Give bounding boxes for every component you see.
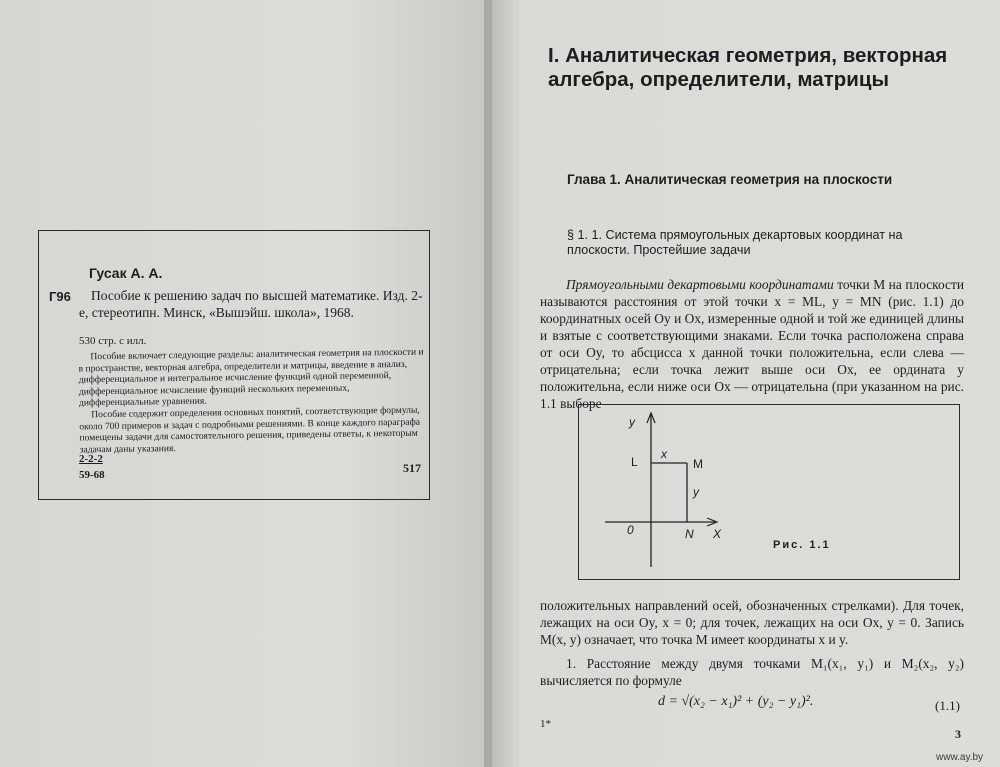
card-summary xyxy=(78,347,425,456)
page-number: 3 xyxy=(955,727,961,741)
paragraph-definition-text: точки M на плоскости называются расстояния от этой точки x = ML, y = MN (рис. 1.1) до координатных осей Oy и Ox, измеренные одной и той же единицей длины и взятые с соответствующими знаками. Если точка расположена справа от оси Oy, то абсцисса x данной точки положительна, если слева — отрицательна; если точка лежит выше оси Ox, ее ордината y положительна, если ниже оси Ox — отрицательна (при указанном на рис. 1.1 выборе xyxy=(540,277,964,411)
chapter-title: Глава 1. Аналитическая геометрия на плоскости xyxy=(567,172,893,187)
label-origin: 0 xyxy=(627,523,634,537)
figure-caption: Рис. 1.1 xyxy=(773,539,831,551)
distance-formula: d = √(x₂ − x₁)² + (y₂ − y₁)². xyxy=(658,694,814,709)
coordinate-diagram xyxy=(579,405,959,579)
figure-1-1 xyxy=(578,404,960,580)
equation-number: (1.1) xyxy=(935,698,960,713)
paragraph-continuation: положительных направлений осей, обозначенных стрелками). Для точек, лежащих на оси Oy, x = 0; для точек, лежащих на оси Ox, y = 0. Запись M(x, y) означает, что точка M имеет координаты x и y. xyxy=(540,598,964,647)
card-summary-2: Пособие содержит определения основных понятий, соответствующие формулы, около 700 примеров и задач с подробными решениями. В конце каждого параграфа помещены задачи для самостоятельного решения, приведены ответы, к некоторым задачам даны указания. xyxy=(79,404,421,456)
label-y-axis: y xyxy=(629,415,635,429)
section-title: § 1. 1. Система прямоугольных декартовых координат на плоскости. Простейшие задачи xyxy=(567,228,903,257)
part-title: I. Аналитическая геометрия, векторная алгебра, определители, матрицы xyxy=(548,44,948,91)
card-code-top: 2-2-2 xyxy=(79,453,103,465)
paragraph-definition-term: Прямоугольными декартовыми координатами xyxy=(566,277,834,292)
card-description: Пособие к решению задач по высшей математике. Изд. 2-е, стереотипн. Минск, «Вышэйш. школа», 1968. xyxy=(79,288,423,320)
card-summary-1: Пособие включает следующие разделы: аналитическая геометрия на плоскости и в пространстве, векторная алгебра, определители и матрицы, введение в анализ, дифференциальное и интегральное исчисление функций одной переменной, дифференциальное исчисление функций нескольких переменных, дифференциальные уравнения. xyxy=(78,346,424,409)
paragraph-distance: 1. Расстояние между двумя точками M₁(x₁, y₁) и M₂(x₂, y₂) вычисляется по формуле xyxy=(540,656,964,688)
card-number: 517 xyxy=(403,461,421,475)
card-classmark: Г96 xyxy=(49,289,71,304)
signature-mark: 1* xyxy=(540,718,551,730)
paragraph-definition xyxy=(540,276,964,412)
label-segment-y: y xyxy=(693,485,699,499)
watermark: www.ay.by xyxy=(936,752,984,763)
label-segment-x: x xyxy=(661,447,667,461)
left-page xyxy=(0,0,488,767)
card-code-bottom: 59-68 xyxy=(79,469,105,481)
card-author: Гусак А. А. xyxy=(89,265,163,281)
catalog-card xyxy=(38,230,430,500)
label-x-axis: X xyxy=(713,527,722,541)
label-L: L xyxy=(631,455,638,469)
label-N: N xyxy=(685,527,694,541)
label-M: M xyxy=(693,457,703,471)
card-pages: 530 стр. с илл. xyxy=(79,335,147,347)
